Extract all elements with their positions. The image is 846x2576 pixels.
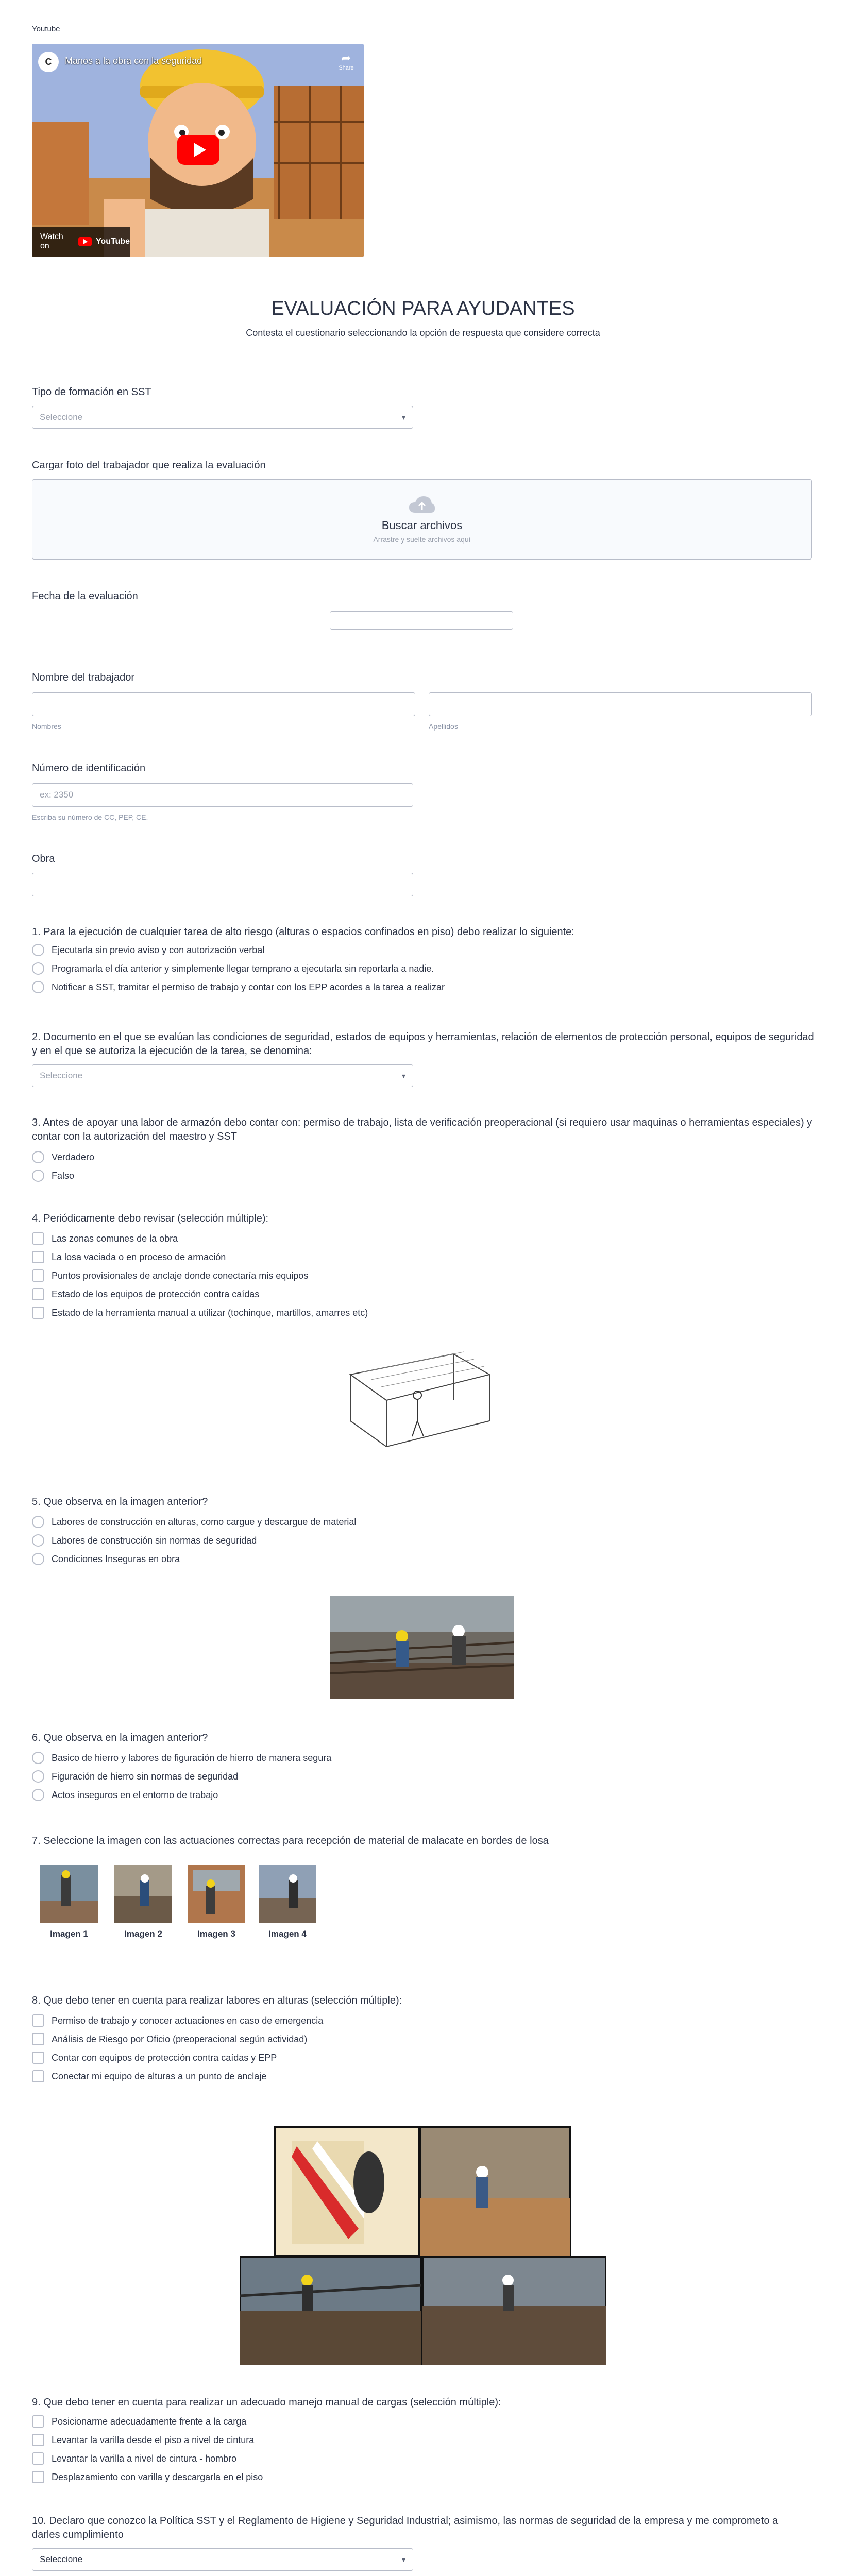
checkbox[interactable] [32,2014,44,2027]
radio-button[interactable] [32,962,44,975]
q6-option-label: Basico de hierro y labores de figuración de hierro de manera segura [52,1752,332,1763]
training-type-select[interactable] [32,406,413,429]
radio-button[interactable] [32,1516,44,1528]
radio-button[interactable] [32,1151,44,1163]
q10-select[interactable] [32,2548,413,2571]
q8-label: 8. Que debo tener en cuenta para realizar labores en alturas (selección múltiple): [32,1995,402,2006]
q4-option-label: Puntos provisionales de anclaje donde conectaría mis equipos [52,1270,309,1281]
checkbox[interactable] [32,1251,44,1263]
q9-label: 9. Que debo tener en cuenta para realizar un adecuado manejo manual de cargas (selección múltiple): [32,2397,501,2408]
chevron-down-icon: ▾ [401,2555,405,2564]
q9-option[interactable] [32,2452,236,2465]
youtube-video[interactable] [32,44,364,257]
radio-button[interactable] [32,1170,44,1182]
q5-option[interactable] [32,1516,356,1528]
share-label: Share [339,65,354,71]
q5-option-label: Labores de construcción en alturas, como cargue y descargue de material [52,1516,357,1527]
q3-label: 3. Antes de apoyar una labor de armazón debo contar con: permiso de trabajo, lista de verificación preoperacional (si requiero usar maquinas o herramientas especiales) y contar con la autorización del maestro y SST [32,1117,813,1142]
q1-option-label: Notificar a SST, tramitar el permiso de trabajo y contar con los EPP acordes a la tarea a realizar [52,981,445,992]
checkbox[interactable] [32,2434,44,2446]
q4-option[interactable] [32,1232,178,1245]
q4-option-label: La losa vaciada o en proceso de armación [52,1251,226,1262]
q7-image-2-caption: Imagen 2 [124,1929,162,1939]
q6-option-label: Figuración de hierro sin normas de seguridad [52,1771,239,1782]
radio-button[interactable] [32,1553,44,1565]
site-input[interactable] [32,873,413,896]
q5-option[interactable] [32,1553,180,1565]
q5-option[interactable] [32,1534,257,1547]
q9-option-label: Levantar la varilla a nivel de cintura - hombro [52,2453,237,2464]
id-number-input[interactable] [32,783,413,807]
last-name-input[interactable] [429,692,812,716]
eval-date-label: Fecha de la evaluación [32,590,138,602]
q8-option[interactable] [32,2052,277,2064]
q8-option-label: Contar con equipos de protección contra caídas y EPP [52,2052,277,2063]
id-number-placeholder: ex: 2350 [40,790,74,800]
q3-option[interactable] [32,1151,94,1163]
q1-label: 1. Para la ejecución de cualquier tarea de alto riesgo (alturas o espacios confinados en piso) debo realizar lo siguiente: [32,926,574,938]
heights-collage-image [240,2126,606,2365]
q5-option-label: Labores de construcción sin normas de seguridad [52,1535,257,1546]
q5-label: 5. Que observa en la imagen anterior? [32,1496,208,1507]
radio-button[interactable] [32,944,44,956]
q2-select[interactable] [32,1064,413,1087]
q9-option[interactable] [32,2471,263,2483]
q2-select-value: Seleccione [40,1071,83,1080]
checkbox[interactable] [32,1307,44,1319]
youtube-logo-icon [78,237,92,246]
q8-option-label: Permiso de trabajo y conocer actuaciones en caso de emergencia [52,2015,324,2026]
q3-option-label: Verdadero [52,1151,95,1162]
q9-option-label: Desplazamiento con varilla y descargarla en el piso [52,2471,263,2482]
q6-label: 6. Que observa en la imagen anterior? [32,1732,208,1743]
photo-upload-label: Cargar foto del trabajador que realiza la evaluación [32,460,266,471]
watch-on-youtube[interactable] [32,227,130,257]
checkbox[interactable] [32,2033,44,2045]
q6-option[interactable] [32,1789,218,1801]
q4-label: 4. Periódicamente debo revisar (selección múltiple): [32,1213,269,1224]
q7-image-4[interactable] [259,1865,316,1923]
q6-option[interactable] [32,1770,238,1783]
q5-option-label: Condiciones Inseguras en obra [52,1553,180,1564]
q4-option-label: Estado de los equipos de protección contra caídas [52,1289,260,1299]
radio-button[interactable] [32,1752,44,1764]
q7-image-1-caption: Imagen 1 [50,1929,88,1939]
youtube-brand: YouTube [95,237,130,246]
radio-button[interactable] [32,1789,44,1801]
q7-image-1[interactable] [40,1865,98,1923]
q9-option[interactable] [32,2434,254,2446]
q4-option[interactable] [32,1288,259,1300]
q10-select-value: Seleccione [40,2554,83,2564]
first-name-sublabel: Nombres [32,722,61,731]
q8-option-label: Conectar mi equipo de alturas a un punto de anclaje [52,2071,267,2081]
training-type-label: Tipo de formación en SST [32,386,151,398]
drag-drop-hint: Arrastre y suelte archivos aquí [373,535,471,544]
q4-option-label: Estado de la herramienta manual a utilizar (tochinque, martillos, amarres etc) [52,1307,368,1318]
q9-option-label: Levantar la varilla desde el piso a nivel de cintura [52,2434,255,2445]
radio-button[interactable] [32,1534,44,1547]
video-label: Youtube [32,25,60,33]
checkbox[interactable] [32,2471,44,2483]
q9-option[interactable] [32,2415,246,2428]
q1-option[interactable] [32,944,264,956]
q10-label: 10. Declaro que conozco la Política SST y el Reglamento de Higiene y Seguridad Industrial; asimismo, las normas de seguridad de la empresa y me comprometo a darles cumplimiento [32,2515,779,2540]
q7-image-3[interactable] [188,1865,245,1923]
training-type-value: Seleccione [40,412,83,422]
q4-option[interactable] [32,1269,308,1282]
checkbox[interactable] [32,1269,44,1282]
site-label: Obra [32,853,55,865]
q4-option[interactable] [32,1251,226,1263]
q9-option-label: Posicionarme adecuadamente frente a la carga [52,2416,247,2427]
q1-option-label: Ejecutarla sin previo aviso y con autorización verbal [52,944,265,955]
q2-label: 2. Documento en el que se evalúan las condiciones de seguridad, estados de equipos y herramientas, relación de elementos de protección personal, equipos de seguridad y en el que se autoriza la ejecución de la tarea, se denomina: [32,1031,814,1057]
checkbox[interactable] [32,2452,44,2465]
q1-option-label: Programarla el día anterior y simplemente llegar temprano a ejecutarla sin reportarla a nadie. [52,963,434,974]
q4-option[interactable] [32,1307,368,1319]
chevron-down-icon: ▾ [401,1071,405,1080]
share-icon[interactable]: ➦ Share [336,52,357,71]
last-name-sublabel: Apellidos [429,722,458,731]
video-title[interactable]: Manos a la obra con la seguridad [65,56,202,66]
q3-option[interactable] [32,1170,74,1182]
id-number-label: Número de identificación [32,762,146,774]
page-title: EVALUACIÓN PARA AYUDANTES [271,298,575,319]
checkbox[interactable] [32,1232,44,1245]
play-icon [194,143,206,157]
q7-image-3-caption: Imagen 3 [197,1929,235,1939]
q7-image-4-caption: Imagen 4 [268,1929,307,1939]
photo-upload-dropzone[interactable] [32,479,812,560]
rebar-work-photo [330,1596,514,1699]
q8-option-label: Análisis de Riesgo por Oficio (preoperacional según actividad) [52,2033,308,2044]
eval-date-input[interactable] [330,611,513,630]
checkbox[interactable] [32,2052,44,2064]
browse-files-button[interactable]: Buscar archivos [381,519,463,532]
q3-option-label: Falso [52,1170,75,1181]
q8-option[interactable] [32,2070,266,2082]
q1-option[interactable] [32,981,445,993]
watch-on-label: Watch on [40,232,63,250]
first-name-input[interactable] [32,692,415,716]
channel-avatar[interactable]: C [38,52,59,72]
q6-option-label: Actos inseguros en el entorno de trabajo [52,1789,218,1800]
q7-image-2[interactable] [114,1865,172,1923]
checkbox[interactable] [32,2415,44,2428]
q1-option[interactable] [32,962,434,975]
q8-option[interactable] [32,2033,307,2045]
scaffold-sketch-image [340,1344,500,1453]
checkbox[interactable] [32,2070,44,2082]
q7-label: 7. Seleccione la imagen con las actuaciones correctas para recepción de material de malacate en bordes de losa [32,1835,549,1846]
chevron-down-icon: ▾ [401,413,405,421]
play-button[interactable] [177,135,219,165]
worker-name-label: Nombre del trabajador [32,672,134,683]
q4-option-label: Las zonas comunes de la obra [52,1233,178,1244]
q8-option[interactable] [32,2014,323,2027]
radio-button[interactable] [32,981,44,993]
id-number-sublabel: Escriba su número de CC, PEP, CE. [32,813,148,821]
checkbox[interactable] [32,1288,44,1300]
cloud-upload-icon [408,495,436,515]
q6-option[interactable] [32,1752,331,1764]
page-subtitle: Contesta el cuestionario seleccionando la opción de respuesta que considere correcta [246,328,600,338]
radio-button[interactable] [32,1770,44,1783]
